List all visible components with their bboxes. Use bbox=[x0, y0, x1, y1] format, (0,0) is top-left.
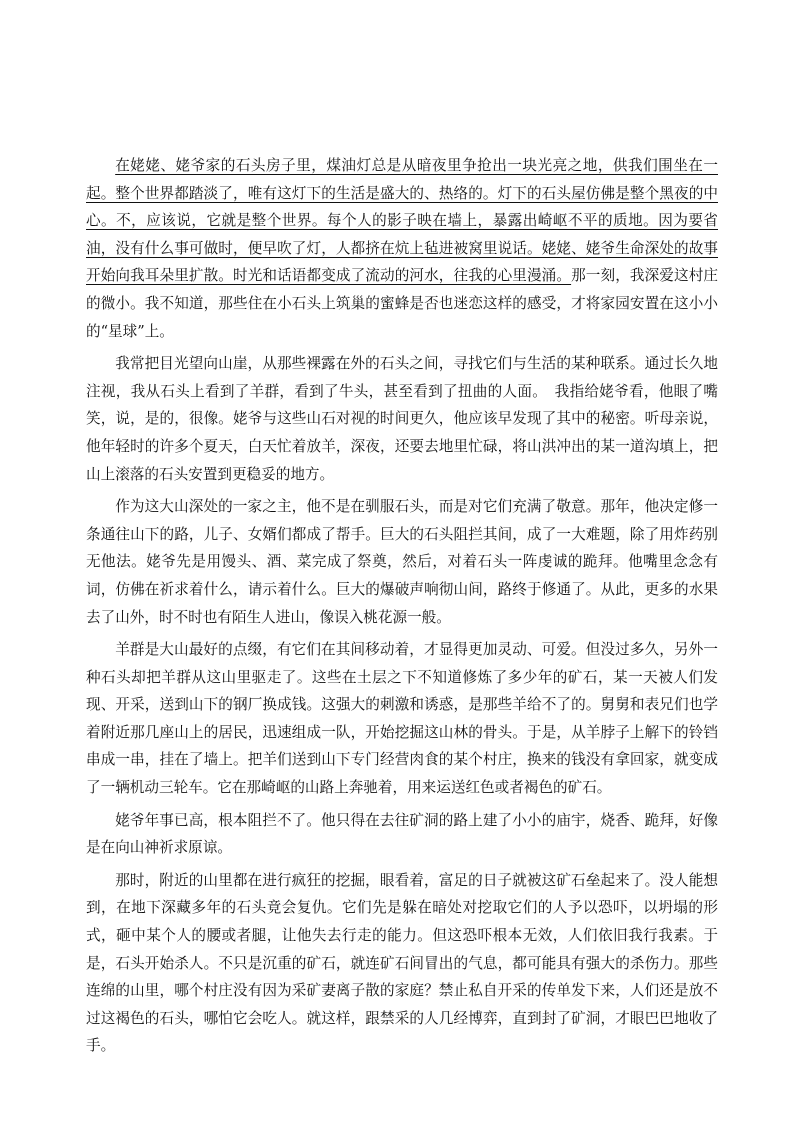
paragraph-3 bbox=[86, 493, 718, 631]
paragraph-6 bbox=[86, 867, 718, 1060]
paragraph-1 bbox=[86, 152, 718, 345]
paragraph-5 bbox=[86, 807, 718, 862]
paragraph-4 bbox=[86, 636, 718, 802]
paragraph-text: 那时，附近的山里都在进行疯狂的挖掘，眼看着，富足的日子就被这矿石垒起来了。没人能想到，在地下深藏多年的石头竟会复仇。它们先是躲在暗处对挖取它们的人予以恐吓，以坍塌的形式，砸中某个人的腰或者腿，让他失去行走的能力。但这恐吓根本无效，人们依旧我行我素。于是，石头开始杀人。不只是沉重的矿石，就连矿石间冒出的气息，都可能具有强大的杀伤力。那些连绵的山里，哪个村庄没有因为采矿妻离子散的家庭？禁止私自开采的传单发下来，人们还是放不过这褐色的石头，哪怕它会吃人。就这样，跟禁采的人几经博弈，直到封了矿洞，才眼巴巴地收了手。 bbox=[86, 871, 718, 1055]
paragraph-text: 羊群是大山最好的点缀，有它们在其间移动着，才显得更加灵动、可爱。但没过多久，另外一种石头却把羊群从这山里驱走了。这些在土层之下不知道修炼了多少年的矿石，某一天被人们发现、开采，送到山下的钢厂换成钱。这强大的刺激和诱惑，是那些羊给不了的。舅舅和表兄们也学着附近那几座山上的居民，迅速组成一队，开始挖掘这山林的骨头。于是，从羊脖子上解下的铃铛串成一串，挂在了墙上。把羊们送到山下专门经营肉食的某个村庄，换来的钱没有拿回家，就变成了一辆机动三轮车。它在那崎岖的山路上奔驰着，用来运送红色或者褐色的矿石。 bbox=[86, 641, 718, 797]
paragraph-text: 我常把目光望向山崖，从那些裸露在外的石头之间，寻找它们与生活的某种联系。通过长久地注视，我从石头上看到了羊群，看到了牛头，甚至看到了扭曲的人面。 我指给姥爷看，他眼了嘴笑，说，是的，很像。姥爷与这些山石对视的时间更久，他应该早发现了其中的秘密。听母亲说，他年轻时的许多个夏天，白天忙着放羊，深夜，还要去地里忙碌，将山洪冲出的某一道沟填上，把山上滚落的石头安置到更稳妥的地方。 bbox=[86, 355, 718, 483]
document-body bbox=[86, 152, 718, 1065]
paragraph-text: 姥爷年事已高，根本阻拦不了。他只得在去往矿洞的路上建了小小的庙宇，烧香、跪拜，好像是在向山神祈求原谅。 bbox=[86, 811, 718, 857]
underlined-passage: 在姥姥、姥爷家的石头房子里，煤油灯总是从暗夜里争抢出一块光亮之地，供我们围坐在一起。整个世界都踏淡了，唯有这灯下的生活是盛大的、热络的。灯下的石头屋仿佛是整个黑夜的中心。不，应该说，它就是整个世界。每个人的影子映在墙上，暴露出崎岖不平的质地。因为要省油，没有什么事可做时，便早吹了灯，人都挤在炕上毡进被窝里说话。姥姥、姥爷生命深处的故事开始向我耳朵里扩散。时光和话语都变成了流动的河水，往我的心里漫涌。 bbox=[86, 157, 718, 285]
paragraph-2 bbox=[86, 350, 718, 488]
paragraph-text: 那一刻，我深爱这村庄的微小。我不知道，那些住在小石头上筑巢的蜜蜂是否也迷恋这样的感受，才将家园安置在这小小的“星球”上。 bbox=[86, 267, 718, 340]
paragraph-text: 作为这大山深处的一家之主，他不是在驯服石头，而是对它们充满了敬意。那年，他决定修一条通往山下的路，儿子、女婿们都成了帮手。巨大的石头阻拦其间，成了一大难题，除了用炸药别无他法。姥爷先是用馒头、酒、菜完成了祭奠，然后，对着石头一阵虔诚的跪拜。他嘴里念念有词，仿佛在祈求着什么，请示着什么。巨大的爆破声响彻山间，路终于修通了。从此，更多的水果去了山外，时不时也有陌生人进山，像误入桃花源一般。 bbox=[86, 498, 718, 626]
